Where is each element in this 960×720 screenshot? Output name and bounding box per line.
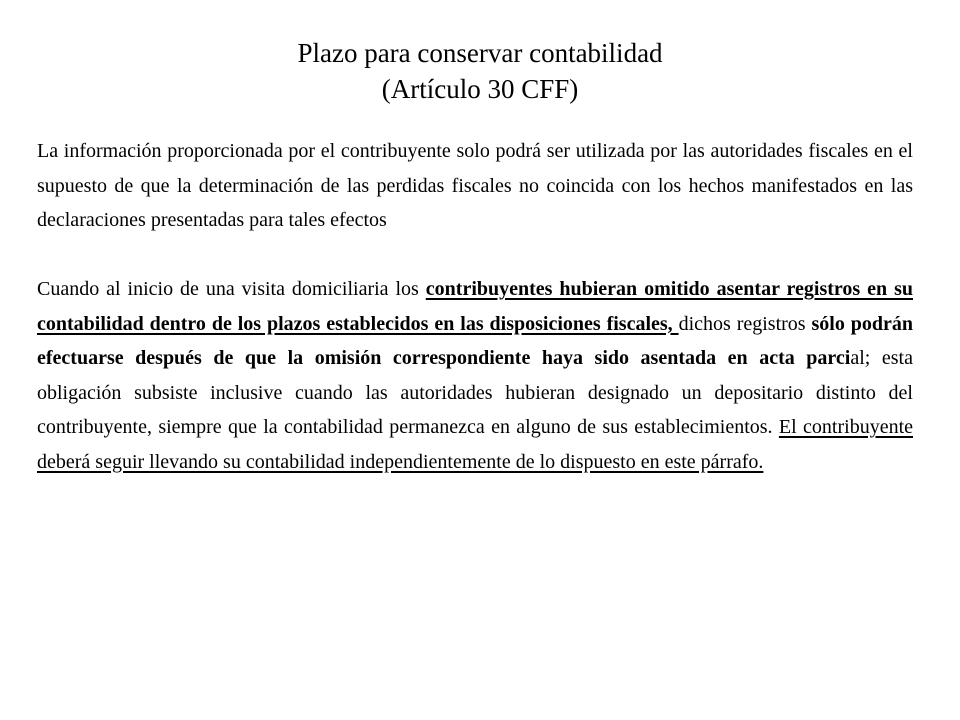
paragraph-2-underlined-sentence: El contribuyente deberá seguir llevando su contabilidad independientemente de lo dispuesto en este párrafo. [37, 416, 913, 473]
paragraph-2-intro: Cuando al inicio de una visita domiciliaria los [37, 278, 426, 300]
slide-title [0, 35, 960, 107]
slide-body [37, 134, 913, 479]
paragraph-2-bold-clause: sólo podrán efectuarse después de que la omisión correspondiente haya sido asentada en acta parci [37, 312, 913, 369]
title-line-1: Plazo para conservar contabilidad [297, 38, 663, 68]
title-line-2: (Artículo 30 CFF) [381, 74, 579, 104]
paragraph-2-bold-underlined-clause: contribuyentes hubieran omitido asentar registros en su contabilidad dentro de los plazos establecidos en las disposiciones fiscales, [37, 278, 913, 335]
paragraph-2-continuation: al; esta obligación subsiste inclusive cuando las autoridades hubieran designado un depositario distinto del contribuyente, siempre que la contabilidad permanezca en alguno de sus establecimientos. [37, 347, 913, 438]
paragraph-2-connector: dichos registros [678, 312, 812, 335]
paragraph-1: La información proporcionada por el contribuyente solo podrá ser utilizada por las autoridades fiscales en el supuesto de que la determinación de las perdidas fiscales no coincida con los hechos manifestados en las declaraciones presentadas para tales efectos [37, 140, 913, 231]
paragraph-2 [37, 272, 913, 479]
